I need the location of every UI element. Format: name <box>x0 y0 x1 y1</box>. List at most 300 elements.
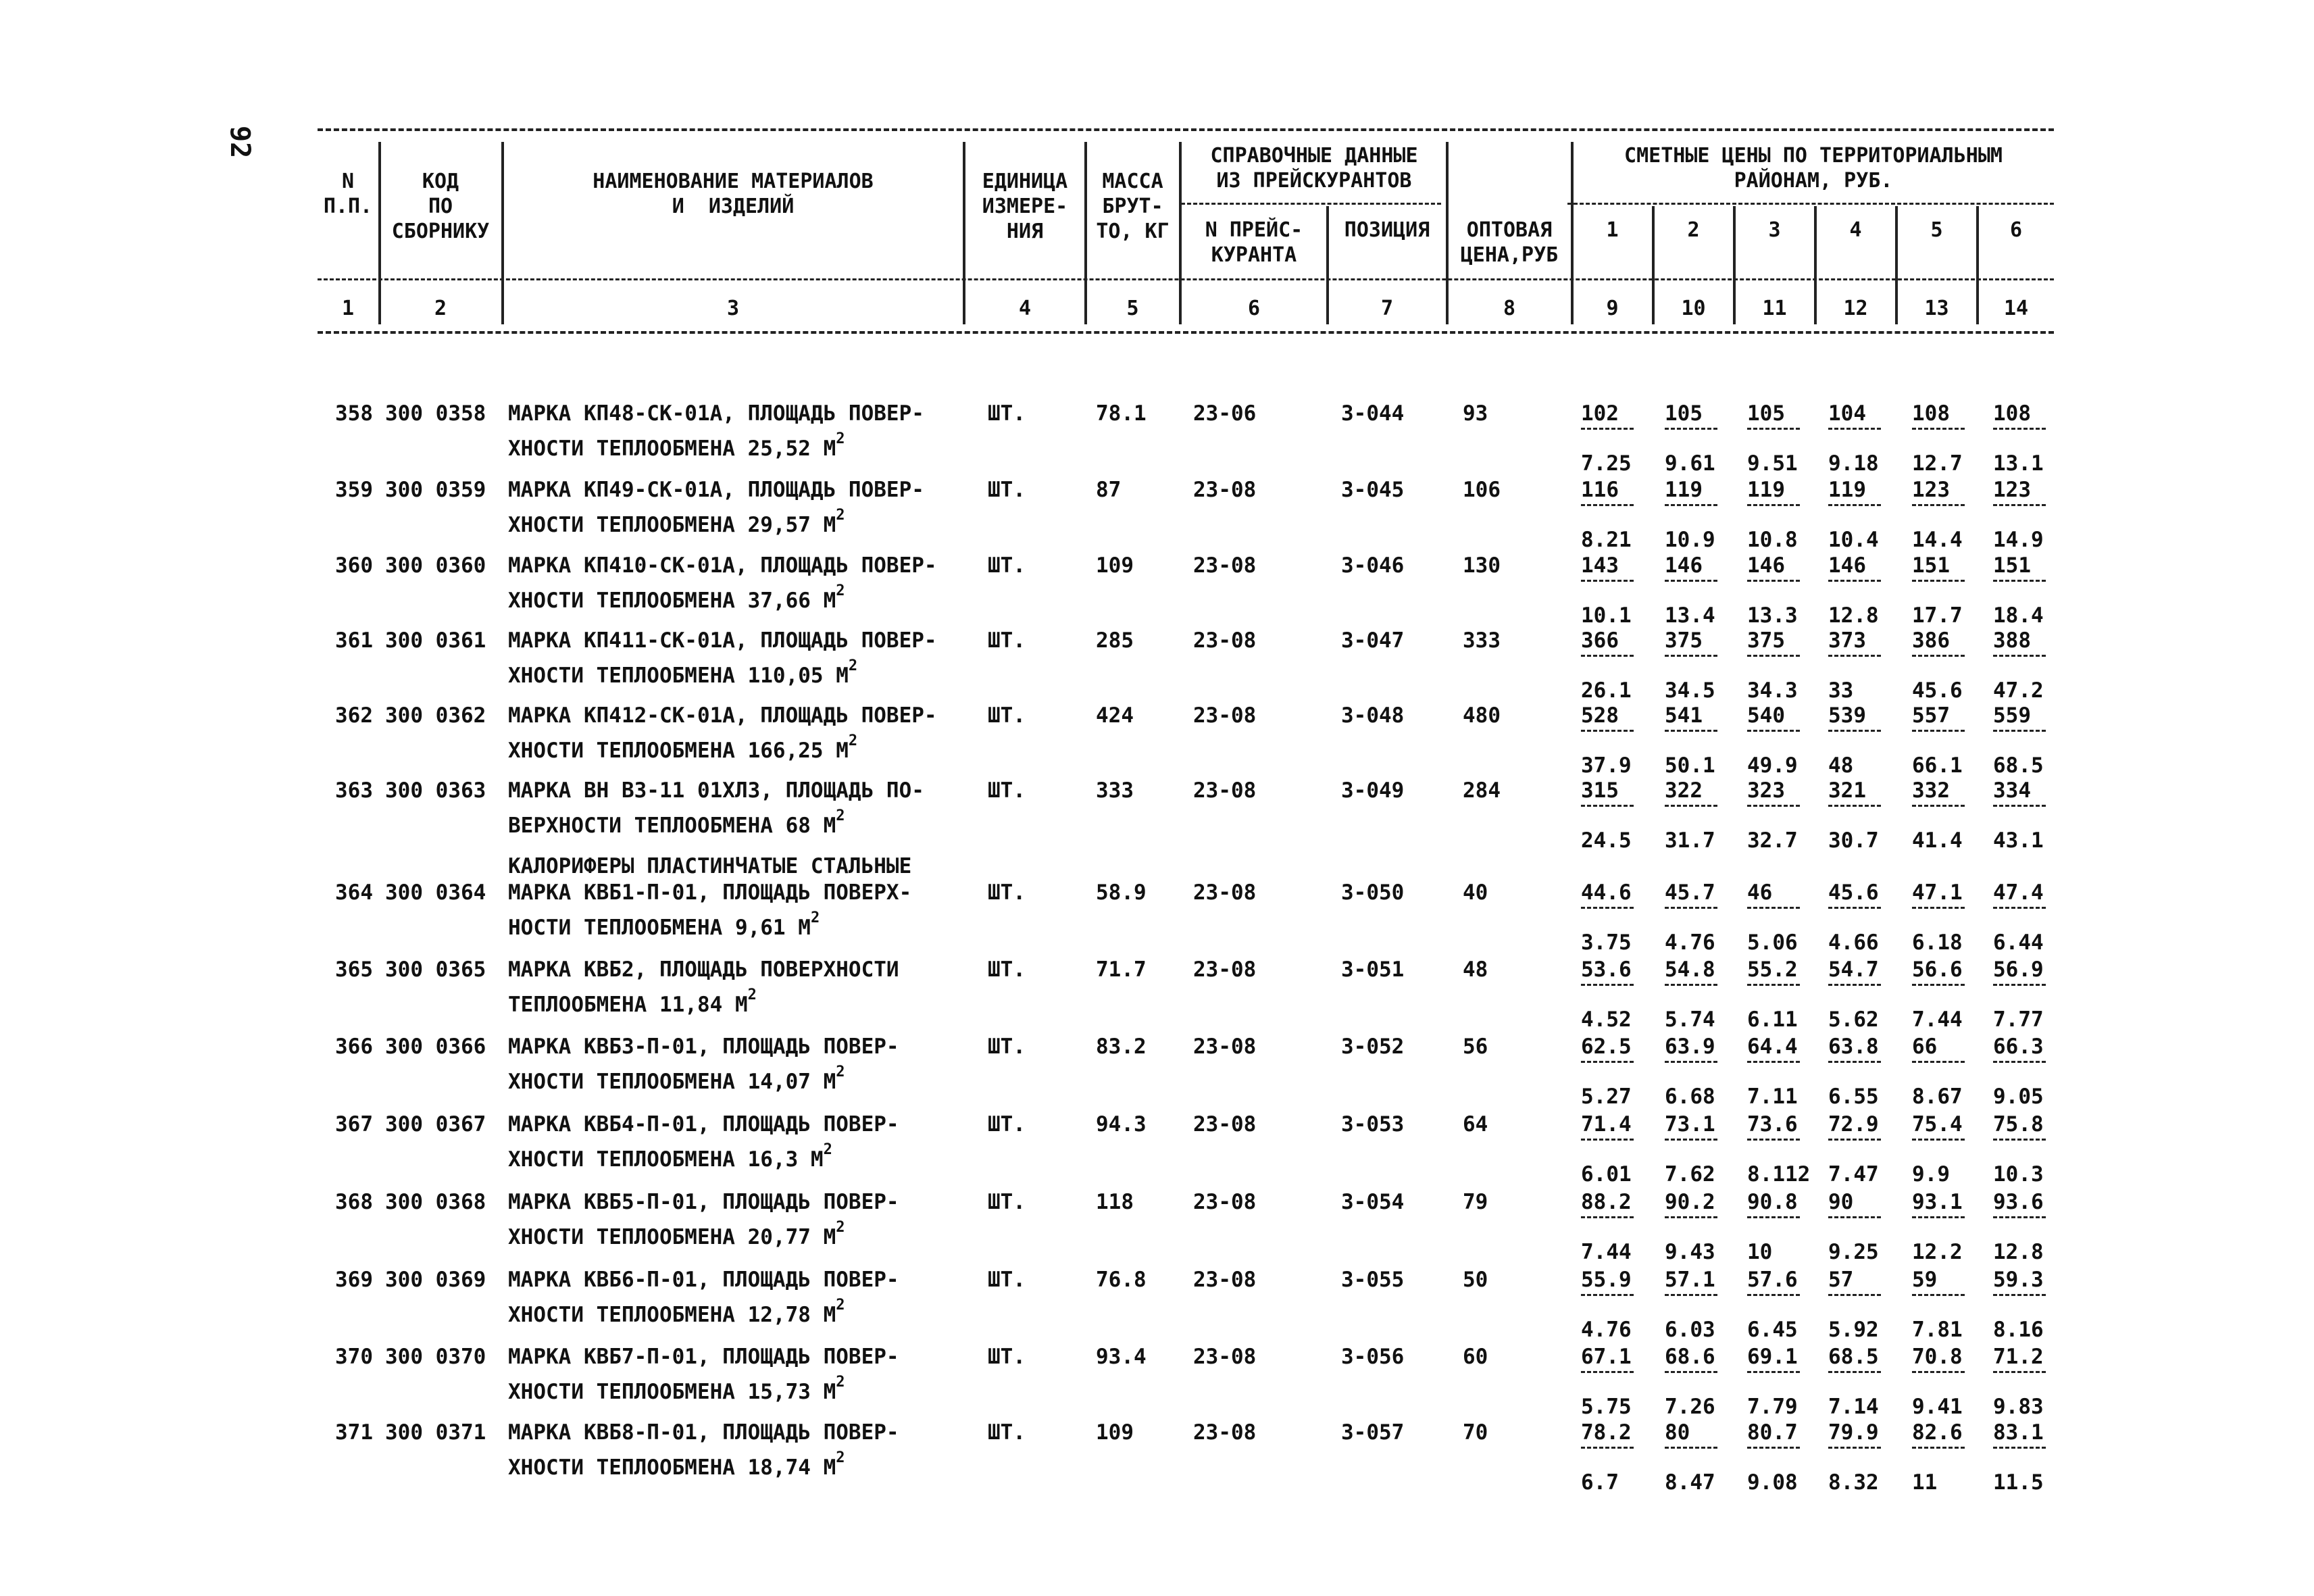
row-name-line1: МАРКА КВБ2, ПЛОЩАДЬ ПОВЕРХНОСТИ <box>508 957 899 982</box>
price-subvalue: 11 <box>1912 1470 1938 1495</box>
header-mass: МАССА БРУТ- ТО, КГ <box>1096 170 1169 243</box>
row-name-superscript: 2 <box>836 1219 845 1236</box>
price-subvalue: 9.9 <box>1912 1162 1950 1187</box>
row-name-superscript: 2 <box>836 507 845 524</box>
fraction-bar <box>1912 1139 1965 1141</box>
row-unit: ШТ. <box>988 1268 1026 1292</box>
fraction-bar <box>1993 428 2046 430</box>
row-name-text: ХНОСТИ ТЕПЛООБМЕНА 29,57 М <box>508 513 836 537</box>
region-price-5 <box>1912 778 1980 853</box>
region-price-6 <box>1993 1344 2061 1420</box>
price-value: 56.9 <box>1993 957 2044 982</box>
region-price-2 <box>1665 1344 1732 1420</box>
price-value: 116 <box>1581 478 1619 502</box>
row-wholesale-price: 56 <box>1463 1034 1488 1059</box>
price-subvalue: 7.79 <box>1747 1395 1798 1419</box>
fraction-bar <box>1828 907 1881 909</box>
price-subvalue: 5.75 <box>1581 1395 1632 1419</box>
fraction-bar <box>1912 655 1965 657</box>
row-name-line1: МАРКА КВБ4-П-01, ПЛОЩАДЬ ПОВЕР- <box>508 1112 899 1137</box>
fraction-bar <box>1993 1061 2046 1063</box>
fraction-bar <box>1665 504 1717 506</box>
price-subvalue: 5.27 <box>1581 1084 1632 1109</box>
row-code: 300 0363 <box>385 778 486 803</box>
fraction-bar <box>1993 1139 2046 1141</box>
region-price-6 <box>1993 1189 2061 1265</box>
price-subvalue: 66.1 <box>1912 753 1963 778</box>
fraction-bar <box>1912 1216 1965 1218</box>
price-subvalue: 9.05 <box>1993 1084 2044 1109</box>
region-price-3 <box>1747 628 1815 703</box>
price-subvalue: 7.62 <box>1665 1162 1715 1187</box>
price-subvalue: 7.11 <box>1747 1084 1798 1109</box>
row-name-line2 <box>508 728 857 764</box>
row-position: 3-050 <box>1341 880 1405 905</box>
row-name-superscript: 2 <box>810 909 820 926</box>
region-price-2 <box>1665 778 1732 853</box>
price-value: 66 <box>1912 1034 1938 1059</box>
row-number: 365 <box>335 957 373 982</box>
row-name-text: ХНОСТИ ТЕПЛООБМЕНА 15,73 М <box>508 1380 836 1404</box>
region-price-1 <box>1581 628 1649 703</box>
fraction-bar <box>1665 580 1717 582</box>
header-ref-group: СПРАВОЧНЫЕ ДАННЫЕ ИЗ ПРЕЙСКУРАНТОВ <box>1210 144 1418 193</box>
row-name-line2 <box>508 1370 845 1405</box>
price-value: 375 <box>1747 628 1785 653</box>
price-subvalue: 7.25 <box>1581 451 1632 476</box>
row-name-superscript: 2 <box>848 732 858 749</box>
row-name-line2 <box>508 1059 845 1095</box>
price-subvalue: 18.4 <box>1993 603 2044 628</box>
price-subvalue: 10.9 <box>1665 528 1715 552</box>
fraction-bar <box>1828 1371 1881 1373</box>
price-value: 70.8 <box>1912 1345 1963 1369</box>
price-subvalue: 6.55 <box>1828 1084 1879 1109</box>
price-subvalue: 5.92 <box>1828 1318 1879 1342</box>
price-subvalue: 41.4 <box>1912 828 1963 853</box>
price-value: 80 <box>1665 1420 1690 1445</box>
region-price-2 <box>1665 957 1732 1032</box>
fraction-bar <box>1747 1061 1800 1063</box>
row-pricelist: 23-08 <box>1193 478 1257 502</box>
region-price-2 <box>1665 553 1732 628</box>
col-number: 9 <box>1606 297 1619 320</box>
col-number: 10 <box>1681 297 1706 320</box>
fraction-bar <box>1828 1294 1881 1296</box>
region-price-1 <box>1581 401 1649 476</box>
price-value: 388 <box>1993 628 2031 653</box>
region-price-4 <box>1828 1267 1896 1343</box>
row-position: 3-049 <box>1341 778 1405 803</box>
row-name-line2 <box>508 1293 845 1328</box>
col-number: 12 <box>1843 297 1868 320</box>
price-value: 332 <box>1912 778 1950 803</box>
price-value: 557 <box>1912 703 1950 728</box>
row-wholesale-price: 130 <box>1463 553 1501 578</box>
row-code: 300 0368 <box>385 1190 486 1214</box>
header-region-5: 5 <box>1930 218 1943 242</box>
fraction-bar <box>1747 907 1800 909</box>
row-pricelist: 23-08 <box>1193 1420 1257 1445</box>
price-value: 64.4 <box>1747 1034 1798 1059</box>
fraction-bar <box>1993 1216 2046 1218</box>
price-subvalue: 45.6 <box>1912 678 1963 703</box>
price-value: 59.3 <box>1993 1268 2044 1292</box>
region-price-3 <box>1747 1267 1815 1343</box>
region-price-5 <box>1912 703 1980 778</box>
row-mass: 109 <box>1096 1420 1134 1445</box>
region-price-6 <box>1993 703 2061 778</box>
fraction-bar <box>1581 730 1634 732</box>
row-code: 300 0359 <box>385 478 486 502</box>
price-value: 55.2 <box>1747 957 1798 982</box>
fraction-bar <box>1747 428 1800 430</box>
row-number: 359 <box>335 478 373 502</box>
fraction-bar <box>1828 1139 1881 1141</box>
region-price-6 <box>1993 1112 2061 1187</box>
price-subvalue: 4.76 <box>1665 930 1715 955</box>
price-value: 102 <box>1581 401 1619 426</box>
row-name-line1: МАРКА ВН В3-11 01ХЛ3, ПЛОЩАДЬ ПО- <box>508 778 924 803</box>
row-mass: 83.2 <box>1096 1034 1147 1059</box>
fraction-bar <box>1828 428 1881 430</box>
price-value: 541 <box>1665 703 1703 728</box>
row-name-line2 <box>508 803 845 839</box>
price-subvalue: 7.26 <box>1665 1395 1715 1419</box>
header-wholesale: ОПТОВАЯ ЦЕНА,РУБ <box>1460 218 1559 267</box>
price-value: 56.6 <box>1912 957 1963 982</box>
row-name-text: ХНОСТИ ТЕПЛООБМЕНА 110,05 М <box>508 664 849 688</box>
region-price-3 <box>1747 1420 1815 1495</box>
price-subvalue: 68.5 <box>1993 753 2044 778</box>
price-subheader-rule <box>1567 203 2054 205</box>
row-name-superscript: 2 <box>823 1141 832 1158</box>
fraction-bar <box>1665 805 1717 807</box>
region-price-2 <box>1665 1267 1732 1343</box>
price-subvalue: 31.7 <box>1665 828 1715 853</box>
row-name-text: ХНОСТИ ТЕПЛООБМЕНА 166,25 М <box>508 739 849 763</box>
row-name-line1: МАРКА КВБ8-П-01, ПЛОЩАДЬ ПОВЕР- <box>508 1420 899 1445</box>
col-separator <box>1179 142 1182 324</box>
region-price-6 <box>1993 1034 2061 1109</box>
price-subvalue: 47.2 <box>1993 678 2044 703</box>
header-region-3: 3 <box>1768 218 1781 242</box>
row-unit: ШТ. <box>988 478 1026 502</box>
region-price-1 <box>1581 1344 1649 1420</box>
fraction-bar <box>1581 504 1634 506</box>
price-subvalue: 12.8 <box>1828 603 1879 628</box>
col-number: 1 <box>341 297 355 320</box>
row-unit: ШТ. <box>988 1420 1026 1445</box>
price-value: 75.4 <box>1912 1112 1963 1137</box>
col-number: 4 <box>1018 297 1032 320</box>
row-mass: 333 <box>1096 778 1134 803</box>
price-subvalue: 9.08 <box>1747 1470 1798 1495</box>
price-value: 119 <box>1828 478 1866 502</box>
fraction-bar <box>1747 1371 1800 1373</box>
row-position: 3-052 <box>1341 1034 1405 1059</box>
price-subvalue: 9.41 <box>1912 1395 1963 1419</box>
row-code: 300 0361 <box>385 628 486 653</box>
row-position: 3-057 <box>1341 1420 1405 1445</box>
price-subvalue: 12.8 <box>1993 1240 2044 1264</box>
region-price-6 <box>1993 1267 2061 1343</box>
row-unit: ШТ. <box>988 957 1026 982</box>
fraction-bar <box>1993 655 2046 657</box>
row-wholesale-price: 50 <box>1463 1268 1488 1292</box>
price-value: 82.6 <box>1912 1420 1963 1445</box>
price-subvalue: 12.7 <box>1912 451 1963 476</box>
price-value: 78.2 <box>1581 1420 1632 1445</box>
price-subvalue: 6.44 <box>1993 930 2044 955</box>
row-number: 358 <box>335 401 373 426</box>
price-subvalue: 26.1 <box>1581 678 1632 703</box>
row-position: 3-046 <box>1341 553 1405 578</box>
price-value: 93.6 <box>1993 1190 2044 1214</box>
row-unit: ШТ. <box>988 880 1026 905</box>
price-value: 143 <box>1581 553 1619 578</box>
fraction-bar <box>1747 504 1800 506</box>
fraction-bar <box>1747 984 1800 986</box>
region-price-4 <box>1828 957 1896 1032</box>
fraction-bar <box>1581 1371 1634 1373</box>
fraction-bar <box>1747 805 1800 807</box>
col-number: 3 <box>726 297 740 320</box>
row-number: 371 <box>335 1420 373 1445</box>
row-name-line2 <box>508 1215 845 1250</box>
page-number: 92 <box>224 126 255 159</box>
row-mass: 78.1 <box>1096 401 1147 426</box>
region-price-5 <box>1912 1189 1980 1265</box>
row-name-superscript: 2 <box>747 987 757 1003</box>
region-price-5 <box>1912 401 1980 476</box>
row-position: 3-054 <box>1341 1190 1405 1214</box>
region-price-5 <box>1912 1267 1980 1343</box>
region-price-1 <box>1581 1034 1649 1109</box>
price-subvalue: 10 <box>1747 1240 1773 1264</box>
price-value: 47.1 <box>1912 880 1963 905</box>
fraction-bar <box>1581 805 1634 807</box>
row-code: 300 0366 <box>385 1034 486 1059</box>
fraction-bar <box>1828 504 1881 506</box>
price-subvalue: 9.61 <box>1665 451 1715 476</box>
region-price-3 <box>1747 703 1815 778</box>
row-name-superscript: 2 <box>836 1064 845 1080</box>
fraction-bar <box>1581 1139 1634 1141</box>
fraction-bar <box>1581 1216 1634 1218</box>
price-subvalue: 7.14 <box>1828 1395 1879 1419</box>
region-price-5 <box>1912 1420 1980 1495</box>
price-subvalue: 7.47 <box>1828 1162 1879 1187</box>
price-value: 123 <box>1993 478 2031 502</box>
row-name-line1: МАРКА КП412-СК-01А, ПЛОЩАДЬ ПОВЕР- <box>508 703 937 728</box>
row-unit: ШТ. <box>988 778 1026 803</box>
row-code: 300 0360 <box>385 553 486 578</box>
price-subvalue: 24.5 <box>1581 828 1632 853</box>
region-price-2 <box>1665 628 1732 703</box>
row-wholesale-price: 79 <box>1463 1190 1488 1214</box>
price-subvalue: 9.51 <box>1747 451 1798 476</box>
price-subvalue: 34.3 <box>1747 678 1798 703</box>
col-number: 2 <box>434 297 447 320</box>
region-price-3 <box>1747 778 1815 853</box>
row-name-text: ХНОСТИ ТЕПЛООБМЕНА 37,66 М <box>508 589 836 613</box>
fraction-bar <box>1665 1371 1717 1373</box>
fraction-bar <box>1581 580 1634 582</box>
region-price-6 <box>1993 957 2061 1032</box>
row-name-line2 <box>508 653 857 689</box>
price-subvalue: 32.7 <box>1747 828 1798 853</box>
region-price-5 <box>1912 628 1980 703</box>
region-price-6 <box>1993 778 2061 853</box>
price-subvalue: 30.7 <box>1828 828 1879 853</box>
row-number: 370 <box>335 1345 373 1369</box>
price-value: 90 <box>1828 1190 1854 1214</box>
header-region-4: 4 <box>1849 218 1862 242</box>
row-pricelist: 23-08 <box>1193 553 1257 578</box>
row-wholesale-price: 70 <box>1463 1420 1488 1445</box>
region-price-2 <box>1665 1112 1732 1187</box>
price-value: 146 <box>1747 553 1785 578</box>
fraction-bar <box>1581 907 1634 909</box>
region-price-2 <box>1665 401 1732 476</box>
header-unit: ЕДИНИЦА ИЗМЕРЕ- НИЯ <box>982 170 1068 243</box>
row-mass: 424 <box>1096 703 1134 728</box>
price-value: 46 <box>1747 880 1773 905</box>
row-unit: ШТ. <box>988 1345 1026 1369</box>
region-price-5 <box>1912 1034 1980 1109</box>
price-subvalue: 8.16 <box>1993 1318 2044 1342</box>
price-value: 105 <box>1665 401 1703 426</box>
row-unit: ШТ. <box>988 401 1026 426</box>
row-pricelist: 23-06 <box>1193 401 1257 426</box>
row-unit: ШТ. <box>988 553 1026 578</box>
price-value: 146 <box>1828 553 1866 578</box>
fraction-bar <box>1912 907 1965 909</box>
fraction-bar <box>1828 580 1881 582</box>
price-subvalue: 10.4 <box>1828 528 1879 552</box>
row-code: 300 0362 <box>385 703 486 728</box>
fraction-bar <box>1993 805 2046 807</box>
region-price-3 <box>1747 1034 1815 1109</box>
price-value: 54.7 <box>1828 957 1879 982</box>
region-price-1 <box>1581 1267 1649 1343</box>
row-position: 3-045 <box>1341 478 1405 502</box>
row-name-superscript: 2 <box>836 1374 845 1391</box>
price-subvalue: 7.81 <box>1912 1318 1963 1342</box>
col-number: 14 <box>2003 297 2029 320</box>
group-heading: КАЛОРИФЕРЫ ПЛАСТИНЧАТЫЕ СТАЛЬНЫЕ <box>508 854 912 878</box>
price-subvalue: 4.66 <box>1828 930 1879 955</box>
region-price-1 <box>1581 553 1649 628</box>
row-number: 369 <box>335 1268 373 1292</box>
row-position: 3-056 <box>1341 1345 1405 1369</box>
price-value: 373 <box>1828 628 1866 653</box>
row-name-line2 <box>508 426 845 462</box>
price-value: 73.6 <box>1747 1112 1798 1137</box>
price-value: 90.2 <box>1665 1190 1715 1214</box>
row-wholesale-price: 60 <box>1463 1345 1488 1369</box>
header-region-2: 2 <box>1687 218 1700 242</box>
price-value: 63.8 <box>1828 1034 1879 1059</box>
region-price-3 <box>1747 553 1815 628</box>
price-subvalue: 3.75 <box>1581 930 1632 955</box>
region-price-4 <box>1828 880 1896 955</box>
fraction-bar <box>1912 805 1965 807</box>
price-value: 57.6 <box>1747 1268 1798 1292</box>
fraction-bar <box>1828 1216 1881 1218</box>
row-name-superscript: 2 <box>836 1297 845 1314</box>
price-subvalue: 5.62 <box>1828 1007 1879 1032</box>
fraction-bar <box>1665 730 1717 732</box>
price-subvalue: 43.1 <box>1993 828 2044 853</box>
header-pricelist: N ПРЕЙС- КУРАНТА <box>1205 218 1303 267</box>
region-price-4 <box>1828 477 1896 553</box>
fraction-bar <box>1665 907 1717 909</box>
row-name-superscript: 2 <box>836 430 845 447</box>
region-price-3 <box>1747 477 1815 553</box>
region-price-5 <box>1912 553 1980 628</box>
fraction-bar <box>1828 730 1881 732</box>
row-wholesale-price: 48 <box>1463 957 1488 982</box>
price-value: 334 <box>1993 778 2031 803</box>
price-subvalue: 6.01 <box>1581 1162 1632 1187</box>
fraction-bar <box>1581 428 1634 430</box>
row-name-line2 <box>508 578 845 614</box>
region-price-6 <box>1993 553 2061 628</box>
row-pricelist: 23-08 <box>1193 1190 1257 1214</box>
price-value: 322 <box>1665 778 1703 803</box>
price-subvalue: 9.43 <box>1665 1240 1715 1264</box>
price-value: 108 <box>1993 401 2031 426</box>
row-name-text: ТЕПЛООБМЕНА 11,84 М <box>508 993 748 1017</box>
price-subvalue: 49.9 <box>1747 753 1798 778</box>
row-name-line2 <box>508 905 820 941</box>
price-value: 79.9 <box>1828 1420 1879 1445</box>
fraction-bar <box>1665 655 1717 657</box>
row-wholesale-price: 333 <box>1463 628 1501 653</box>
region-price-2 <box>1665 1034 1732 1109</box>
fraction-bar <box>1828 1447 1881 1449</box>
price-subvalue: 8.47 <box>1665 1470 1715 1495</box>
price-subvalue: 48 <box>1828 753 1854 778</box>
price-value: 108 <box>1912 401 1950 426</box>
row-position: 3-053 <box>1341 1112 1405 1137</box>
price-value: 366 <box>1581 628 1619 653</box>
region-price-1 <box>1581 1420 1649 1495</box>
fraction-bar <box>1912 504 1965 506</box>
row-name-line2 <box>508 1137 832 1172</box>
price-value: 44.6 <box>1581 880 1632 905</box>
region-price-3 <box>1747 1112 1815 1187</box>
fraction-bar <box>1665 1447 1717 1449</box>
header-region-1: 1 <box>1606 218 1619 242</box>
price-value: 45.6 <box>1828 880 1879 905</box>
row-code: 300 0365 <box>385 957 486 982</box>
price-subvalue: 6.68 <box>1665 1084 1715 1109</box>
row-name-line2 <box>508 503 845 538</box>
row-name-superscript: 2 <box>836 582 845 599</box>
row-name-line1: МАРКА КП48-СК-01А, ПЛОЩАДЬ ПОВЕР- <box>508 401 924 426</box>
price-subvalue: 8.112 <box>1747 1162 1811 1187</box>
row-unit: ШТ. <box>988 1112 1026 1137</box>
price-value: 75.8 <box>1993 1112 2044 1137</box>
price-value: 47.4 <box>1993 880 2044 905</box>
fraction-bar <box>1993 1294 2046 1296</box>
row-name-line1: МАРКА КВБ3-П-01, ПЛОЩАДЬ ПОВЕР- <box>508 1034 899 1059</box>
price-value: 321 <box>1828 778 1866 803</box>
fraction-bar <box>1581 1061 1634 1063</box>
